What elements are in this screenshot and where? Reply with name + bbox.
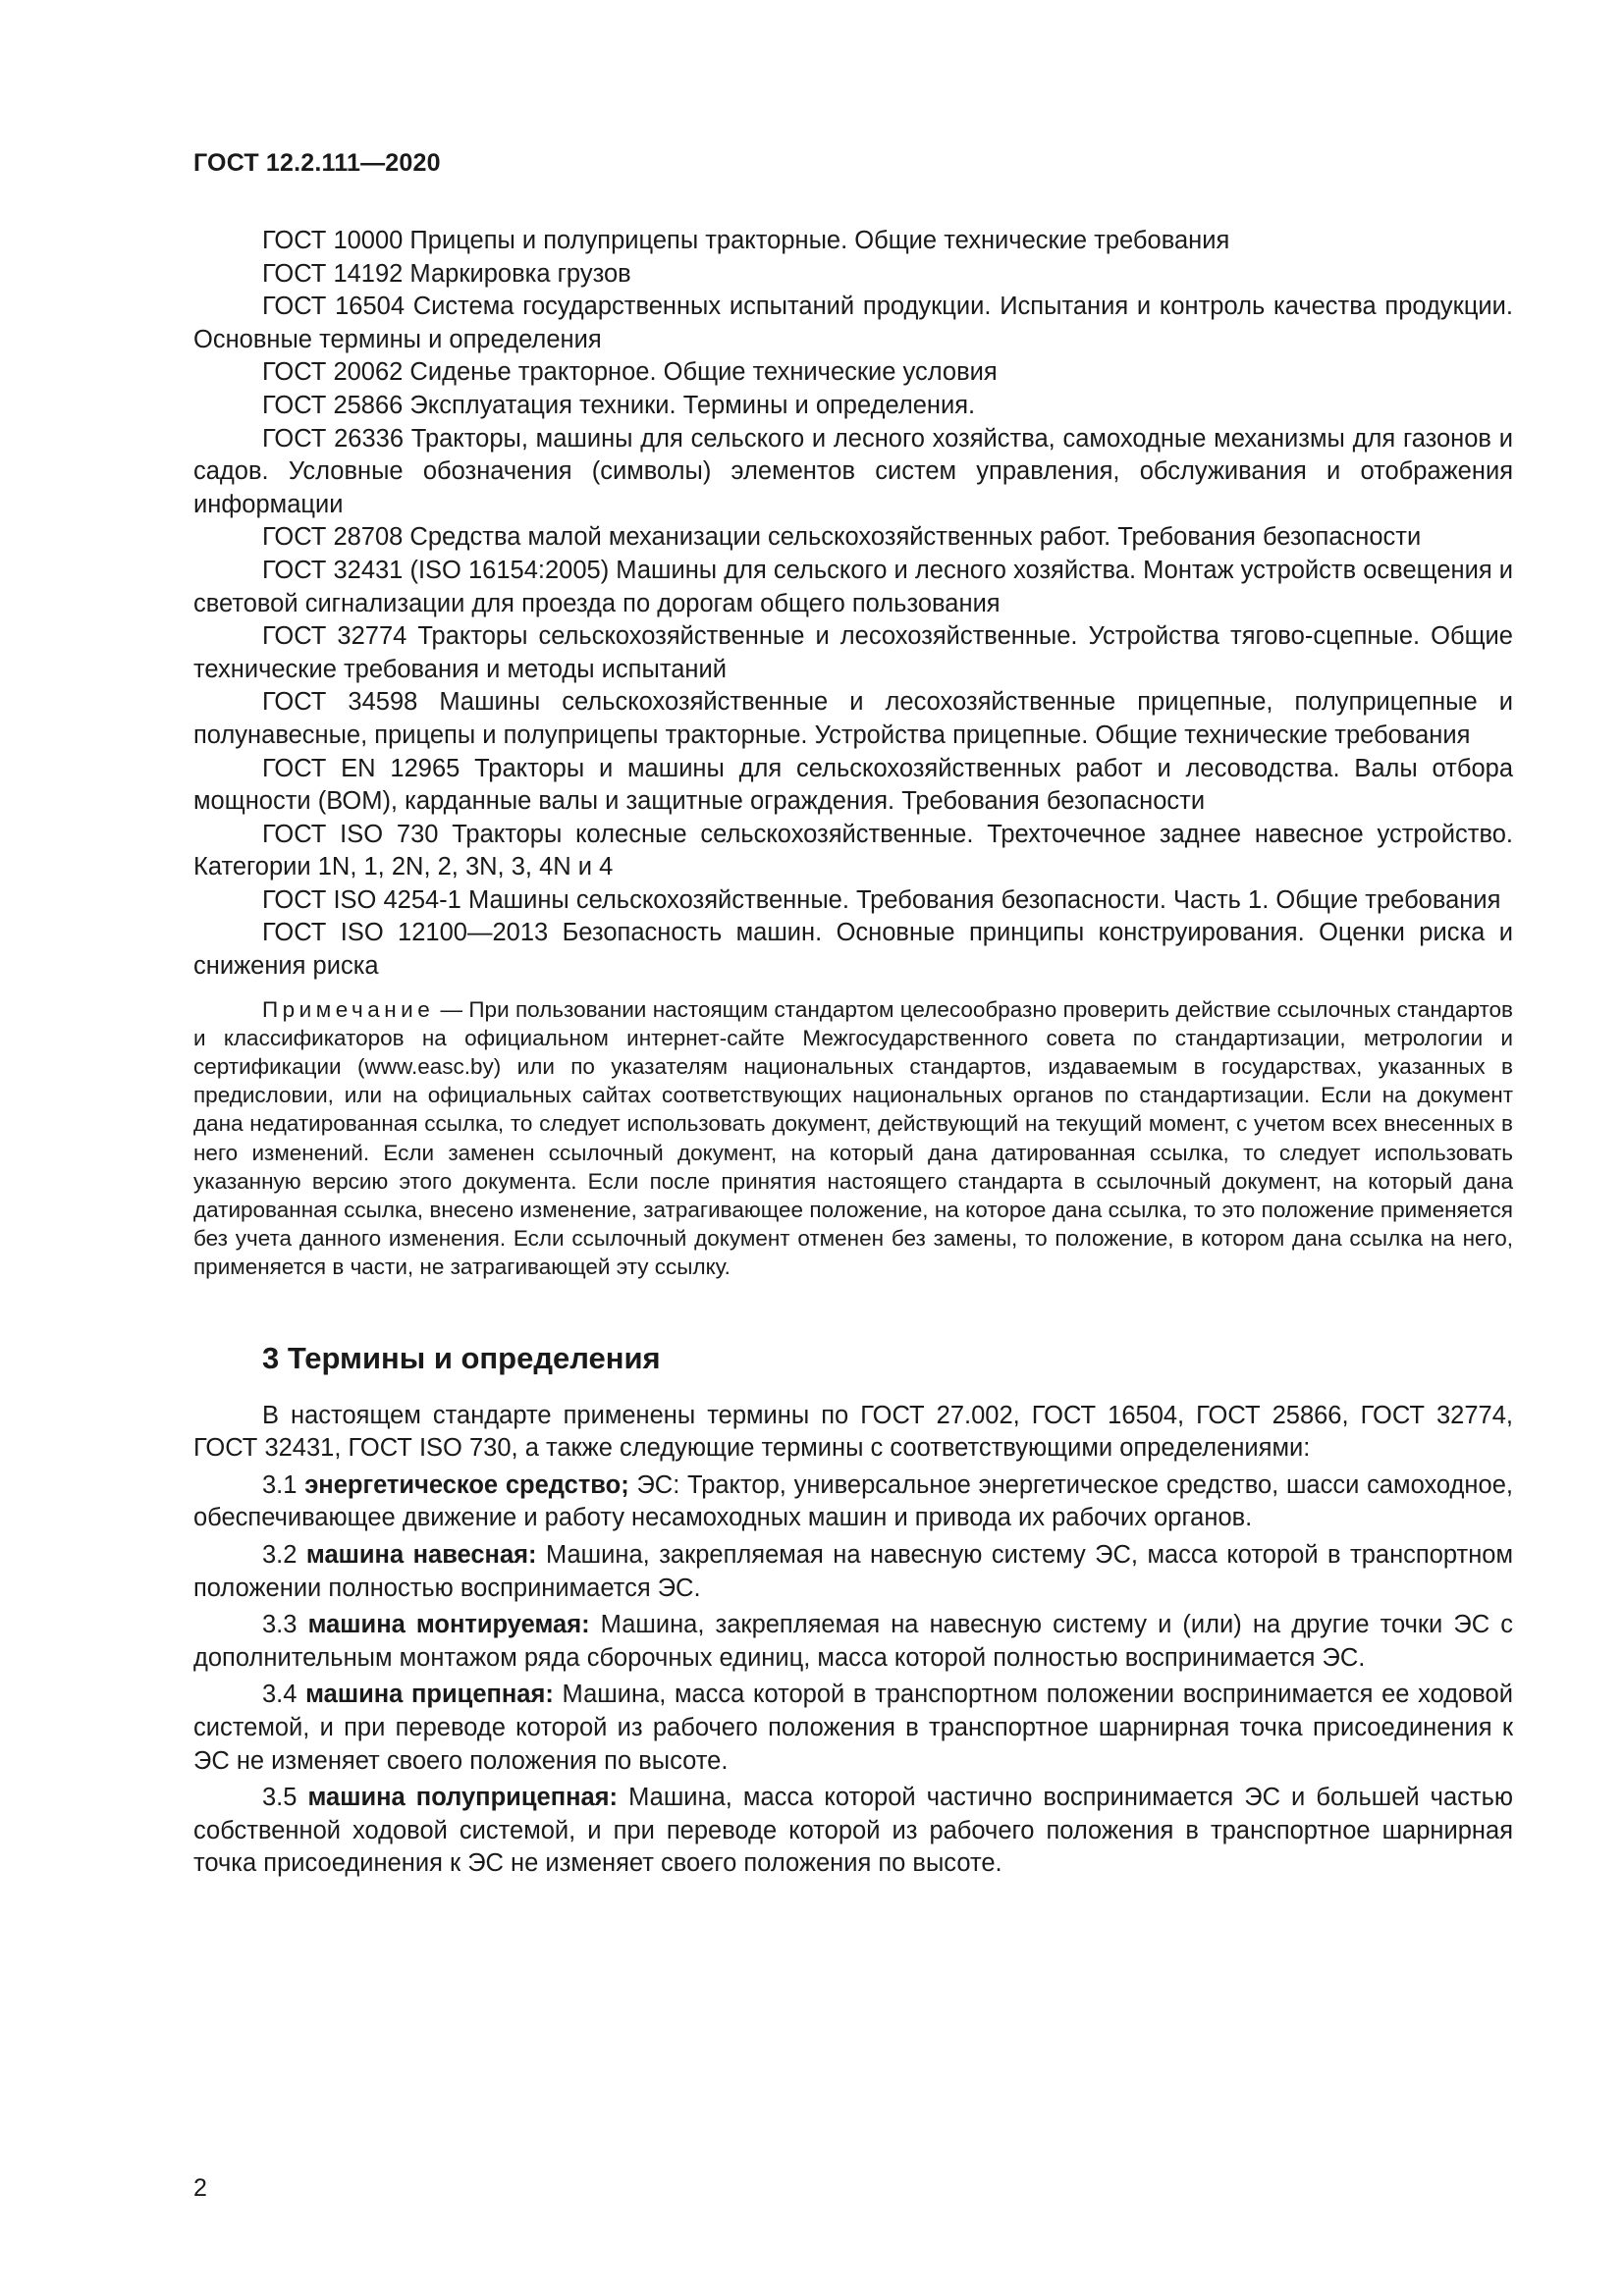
reference-item: ГОСТ 32431 (ISO 16154:2005) Машины для сельского и лесного хозяйства. Монтаж устройств освещения и световой сигнализации для проезда по дорогам общего пользования xyxy=(193,556,1513,617)
reference-item: ГОСТ 25866 Эксплуатация техники. Термины и определения. xyxy=(262,391,976,419)
term-name: энергетическое средство; xyxy=(304,1470,629,1499)
reference-item: ГОСТ 20062 Сиденье тракторное. Общие технические условия xyxy=(262,358,998,387)
term-name: машина полуприцепная: xyxy=(307,1784,619,1812)
reference-item: ГОСТ 34598 Машины сельскохозяйственные и лесохозяйственные прицепные, полуприцепные и полунавесные, прицепы и полуприцепы тракторные. Устройства прицепные. Общие технические требования xyxy=(193,688,1513,749)
reference-item: ГОСТ 28708 Средства малой механизации сельскохозяйственных работ. Требования безопасности xyxy=(262,523,1422,552)
term-number: 3.4 xyxy=(262,1681,306,1709)
reference-item: ГОСТ ISO 730 Тракторы колесные сельскохозяйственные. Трехточечное заднее навесное устройство. Категории 1N, 1, 2N, 2, 3N, 3, 4N и 4 xyxy=(193,820,1513,881)
term-definition xyxy=(193,1679,1513,1778)
term-text: ЭС: Трактор, универсальное энергетическое средство, шасси самоходное, обеспечивающее движение и работу несамоходных машин и привода их рабочих органов. xyxy=(193,1470,1513,1532)
note-paragraph xyxy=(193,995,1513,1282)
term-name: машина прицепная: xyxy=(305,1681,554,1709)
note-text: — При пользовании настоящим стандартом целесообразно проверить действие ссылочных стандартов и классификаторов на официальном интернет-сайте Межгосударственного совета по стандартизации, метрологии и сертификации (www.easc.by) или по указателям национальных стандартов, издаваемым в государствах, указанных в предисловии, или на официальных сайтах соответствующих национальных органов по стандартизации. Если на документ дана недатированная ссылка, то следует использовать документ, действующий на текущий момент, с учетом всех внесенных в него изменений. Если заменен ссылочный документ, на который дана датированная ссылка, то следует использовать указанную версию этого документа. Если после принятия настоящего стандарта в ссылочный документ, на который дана датированная ссылка, внесено изменение, затрагивающее положение, на которое дана ссылка, то это положение применяется без учета данного изменения. Если ссылочный документ отменен без замены, то положение, в котором дана ссылка на него, применяется в части, не затрагивающей эту ссылку. xyxy=(193,996,1513,1280)
term-number: 3.2 xyxy=(262,1541,306,1570)
term-name: машина навесная: xyxy=(305,1541,537,1570)
reference-item: ГОСТ 32774 Тракторы сельскохозяйственные и лесохозяйственные. Устройства тягово-сцепные. Общие технические требования и методы испытаний xyxy=(193,622,1513,683)
term-name: машина монтируемая: xyxy=(307,1611,590,1639)
term-text: Машина, масса которой в транспортном положении воспринимается ее ходовой системой, и при переводе которой из рабочего положения в транспортное шарнирная точка присоединения к ЭС не изменяет своего положения по высоте. xyxy=(193,1681,1513,1775)
term-number: 3.1 xyxy=(262,1470,305,1499)
term-number: 3.3 xyxy=(262,1611,308,1639)
term-text: Машина, закрепляемая на навесную систему ЭС, масса которой в транспортном положении полностью воспринимается ЭС. xyxy=(193,1541,1513,1602)
term-definition xyxy=(193,1469,1513,1535)
document-body xyxy=(193,225,1513,1881)
section-intro: В настоящем стандарте применены термины по ГОСТ 27.002, ГОСТ 16504, ГОСТ 25866, ГОСТ 32774, ГОСТ 32431, ГОСТ ISO 730, а также следующие термины с соответствующими определениями: xyxy=(193,1401,1513,1463)
term-definition xyxy=(193,1539,1513,1605)
reference-item: ГОСТ 26336 Тракторы, машины для сельского и лесного хозяйства, самоходные механизмы для газонов и садов. Условные обозначения (символы) элементов систем управления, обслуживания и отображения информации xyxy=(193,424,1513,518)
document-header: ГОСТ 12.2.111—2020 xyxy=(193,149,441,177)
reference-item: ГОСТ EN 12965 Тракторы и машины для сельскохозяйственных работ и лесоводства. Валы отбора мощности (ВОМ), карданные валы и защитные ограждения. Требования безопасности xyxy=(193,754,1513,816)
reference-item: ГОСТ 14192 Маркировка грузов xyxy=(262,259,631,288)
reference-item: ГОСТ ISO 4254-1 Машины сельскохозяйственные. Требования безопасности. Часть 1. Общие требования xyxy=(262,885,1501,914)
page-number: 2 xyxy=(193,2174,207,2202)
reference-item: ГОСТ 16504 Система государственных испытаний продукции. Испытания и контроль качества продукции. Основные термины и определения xyxy=(193,293,1513,353)
note-label: Примечание xyxy=(262,996,435,1022)
reference-item: ГОСТ 10000 Прицепы и полуприцепы тракторные. Общие технические требования xyxy=(262,227,1230,254)
term-text: Машина, масса которой частично воспринимается ЭС и большей частью собственной ходовой системой, и при переводе которой из рабочего положения в транспортное шарнирная точка присоединения к ЭС не изменяет своего положения по высоте. xyxy=(193,1784,1513,1878)
reference-item: ГОСТ ISO 12100—2013 Безопасность машин. Основные принципы конструирования. Оценки риска и снижения риска xyxy=(193,919,1513,981)
section-heading: 3 Термины и определения xyxy=(262,1340,661,1375)
normative-references-list xyxy=(193,225,1513,984)
term-number: 3.5 xyxy=(262,1784,308,1812)
term-text: Машина, закрепляемая на навесную систему и (или) на другие точки ЭС с дополнительным монтажом ряда сборочных единиц, масса которой полностью воспринимается ЭС. xyxy=(193,1611,1513,1672)
term-definition xyxy=(193,1782,1513,1881)
term-definition xyxy=(193,1609,1513,1675)
